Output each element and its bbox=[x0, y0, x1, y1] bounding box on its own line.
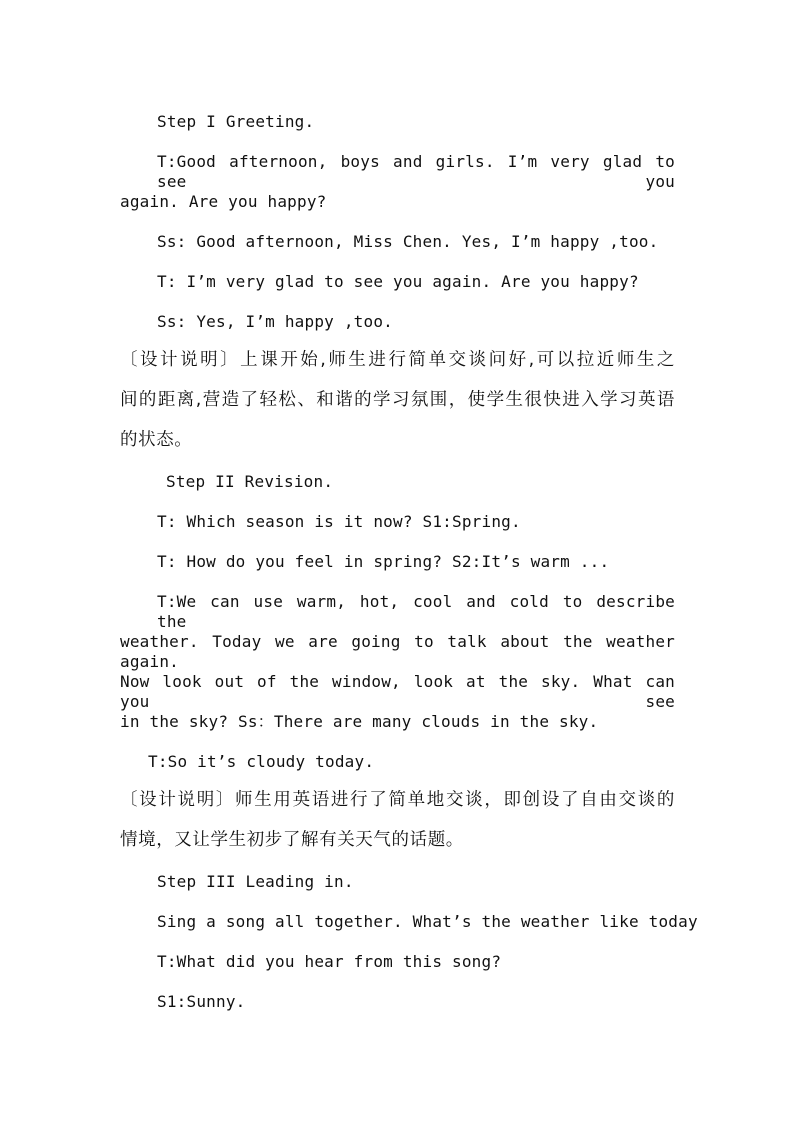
season-question-line: T: Which season is it now? S1:Spring. bbox=[157, 512, 521, 531]
step-3-heading: Step III Leading in. bbox=[157, 872, 354, 891]
students-happy-line: Ss: Yes, I’m happy ,too. bbox=[157, 312, 393, 331]
design-note-1-line-2: 间的距离,营造了轻松、和谐的学习氛围，使学生很快进入学习英语 bbox=[120, 390, 675, 410]
song-question-line: T:What did you hear from this song? bbox=[157, 952, 502, 971]
weather-explanation-line-1: T:We can use warm, hot, cool and cold to describe the bbox=[157, 592, 675, 631]
weather-explanation-line-4: in the sky? Ss：There are many clouds in the sky. bbox=[120, 712, 599, 731]
teacher-greeting-continuation: again. Are you happy? bbox=[120, 192, 327, 211]
design-note-1-line-3: 的状态。 bbox=[120, 430, 193, 450]
step-1-heading: Step I Greeting. bbox=[157, 112, 315, 131]
design-note-1-line-1: 〔设计说明〕上课开始,师生进行简单交谈问好,可以拉近师生之 bbox=[120, 350, 675, 370]
teacher-greeting-line: T:Good afternoon, boys and girls. I’m very glad to see you bbox=[157, 152, 675, 191]
design-note-2-line-1: 〔设计说明〕师生用英语进行了简单地交谈，即创设了自由交谈的 bbox=[120, 790, 675, 810]
spring-feeling-line: T: How do you feel in spring? S2:It’s warm ... bbox=[157, 552, 610, 571]
teacher-glad-line: T: I’m very glad to see you again. Are you happy? bbox=[157, 272, 639, 291]
cloudy-line: T:So it’s cloudy today. bbox=[148, 752, 375, 771]
weather-explanation-line-2: weather. Today we are going to talk about the weather again. bbox=[120, 632, 675, 671]
design-note-2-line-2: 情境，又让学生初步了解有关天气的话题。 bbox=[120, 830, 464, 850]
sunny-answer-line: S1:Sunny. bbox=[157, 992, 246, 1011]
weather-explanation-line-3: Now look out of the window, look at the sky. What can you see bbox=[120, 672, 675, 711]
song-line: Sing a song all together. What’s the weather like today bbox=[157, 912, 698, 931]
students-greeting-line: Ss: Good afternoon, Miss Chen. Yes, I’m happy ,too. bbox=[157, 232, 659, 251]
step-2-heading: Step II Revision. bbox=[166, 472, 334, 491]
